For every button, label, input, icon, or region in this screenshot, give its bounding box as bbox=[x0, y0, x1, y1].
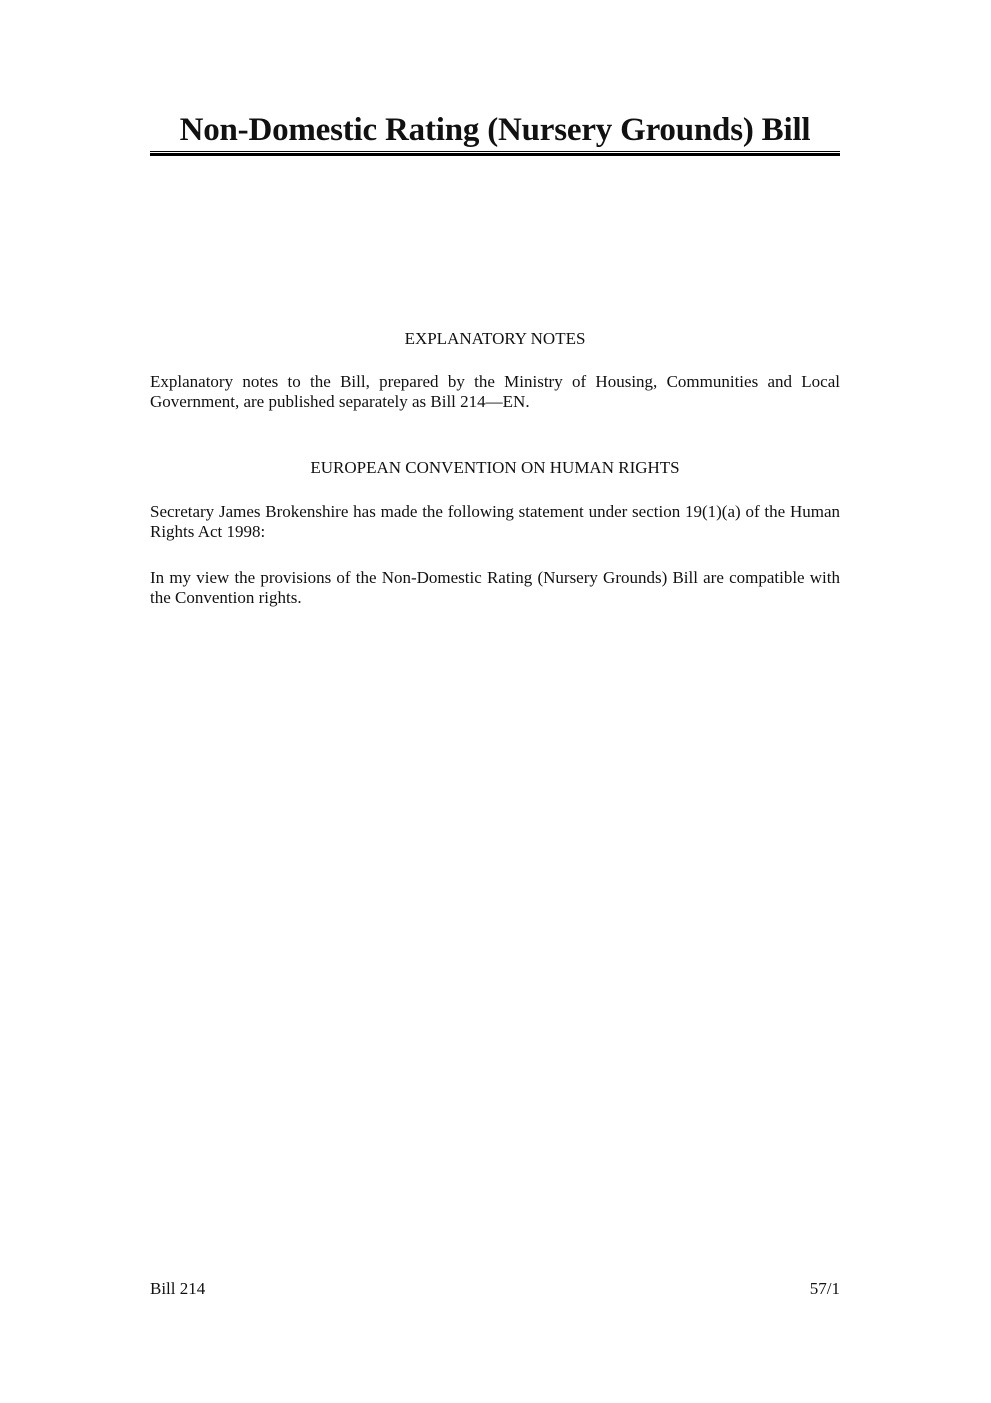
explanatory-notes-heading: EXPLANATORY NOTES bbox=[404, 329, 586, 348]
echr-statement-intro: Secretary James Brokenshire has made the following statement under section 19(1)(a) of the Human Rights Act 1998: bbox=[150, 502, 840, 541]
footer-bill-number: Bill 214 bbox=[150, 1279, 206, 1298]
echr-heading: EUROPEAN CONVENTION ON HUMAN RIGHTS bbox=[310, 458, 680, 477]
echr-statement-body: In my view the provisions of the Non-Domestic Rating (Nursery Grounds) Bill are compatible with the Convention rights. bbox=[150, 568, 840, 607]
bill-title: Non-Domestic Rating (Nursery Grounds) Bill bbox=[179, 112, 811, 148]
title-rule-thin bbox=[150, 151, 840, 152]
footer-page-ref: 57/1 bbox=[809, 1279, 840, 1298]
explanatory-notes-paragraph: Explanatory notes to the Bill, prepared by the Ministry of Housing, Communities and Local Government, are published separately as Bill 214—EN. bbox=[150, 372, 840, 411]
title-rule-thick bbox=[150, 153, 840, 156]
